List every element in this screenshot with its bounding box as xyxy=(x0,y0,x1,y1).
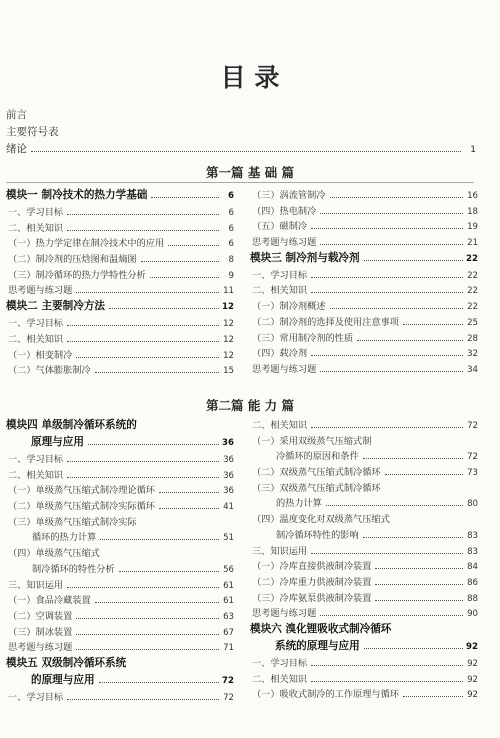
toc-entry-page: 84 xyxy=(467,562,478,573)
dot-leader xyxy=(151,197,219,198)
toc-entry-page: 8 xyxy=(228,255,234,266)
toc-entry[interactable] xyxy=(6,561,234,577)
toc-entry-label: （一）食品冷藏装置 xyxy=(8,595,91,607)
toc-entry[interactable] xyxy=(250,330,478,346)
toc-entry-page: 34 xyxy=(467,364,478,375)
dot-leader xyxy=(67,587,219,588)
dot-leader xyxy=(159,508,219,509)
toc-entry-page: 72 xyxy=(467,421,478,431)
toc-entry-label: （一）冷库直接供液制冷装置 xyxy=(252,561,372,573)
front-item-page: 1 xyxy=(470,145,476,155)
dot-leader xyxy=(375,600,463,601)
toc-entry[interactable] xyxy=(250,605,478,621)
toc-entry-page: 22 xyxy=(467,270,478,281)
toc-entry-label: 模块六 溴化锂吸收式制冷循环 xyxy=(250,622,392,635)
toc-entry-page: 72 xyxy=(223,692,234,703)
toc-module-entry[interactable] xyxy=(6,672,234,689)
toc-entry-page: 22 xyxy=(467,286,478,297)
toc-entry-label: 冷循环的原因和条件 xyxy=(276,451,359,463)
toc-entry[interactable] xyxy=(250,448,478,464)
toc-entry-page: 92 xyxy=(467,690,478,701)
toc-entry[interactable] xyxy=(250,282,478,298)
dot-leader xyxy=(76,292,219,293)
toc-entry-label: （三）冷库氨泵供液制冷装置 xyxy=(252,592,372,604)
toc-entry-page: 36 xyxy=(223,470,234,481)
toc-entry-page: 6 xyxy=(228,208,234,218)
toc-entry[interactable] xyxy=(250,671,478,687)
dot-leader xyxy=(385,474,463,475)
toc-module-entry[interactable] xyxy=(250,621,478,638)
toc-entry-label: 的热力计算 xyxy=(276,498,322,510)
dot-leader xyxy=(363,537,463,538)
toc-entry-page: 36 xyxy=(223,486,234,497)
toc-entry[interactable] xyxy=(6,251,234,267)
toc-entry-label: 一、学习目标 xyxy=(8,691,64,703)
dot-leader xyxy=(311,228,463,229)
front-matter xyxy=(6,107,476,159)
toc-entry[interactable] xyxy=(6,592,234,608)
dot-leader xyxy=(311,277,463,278)
toc-entry-page: 36 xyxy=(223,455,234,465)
toc-entry-page: 83 xyxy=(467,530,478,541)
toc-entry-page: 19 xyxy=(467,222,478,233)
dot-leader xyxy=(67,230,219,231)
toc-entry-page: 73 xyxy=(467,468,478,479)
dot-leader xyxy=(311,665,463,666)
toc-entry[interactable] xyxy=(250,495,478,511)
toc-entry[interactable] xyxy=(6,498,234,514)
toc-entry-label: 模块一 制冷技术的热力学基础 xyxy=(6,189,148,201)
toc-entry-label: （三）制冰装置 xyxy=(8,626,73,638)
toc-entry-label: （一）热力学定律在制冷技术中的应用 xyxy=(8,238,165,250)
toc-module-entry[interactable] xyxy=(250,638,478,655)
toc-entry-label: （三）涡流管制冷 xyxy=(252,190,326,201)
dot-leader xyxy=(150,277,219,278)
toc-entry-page: 11 xyxy=(223,286,234,297)
toc-entry-page: 92 xyxy=(466,641,478,652)
part-heading-1: 第一篇 基 础 篇 xyxy=(205,165,295,180)
part-divider xyxy=(6,182,474,183)
toc-entry[interactable] xyxy=(250,543,478,559)
dot-leader xyxy=(88,444,219,445)
toc-entry-page: 12 xyxy=(223,350,234,361)
toc-entry[interactable] xyxy=(250,345,478,361)
toc-entry-label: 二、相关知识 xyxy=(252,285,308,297)
toc-entry[interactable] xyxy=(250,686,478,702)
toc-entry-page: 71 xyxy=(223,643,234,654)
toc-entry[interactable] xyxy=(250,511,478,527)
toc-entry-page: 15 xyxy=(223,366,234,377)
dot-leader xyxy=(141,261,219,262)
dot-leader xyxy=(76,618,219,619)
toc-entry-page: 36 xyxy=(222,438,234,448)
toc-entry[interactable] xyxy=(250,361,478,377)
toc-entry-page: 67 xyxy=(223,627,234,638)
toc-entry[interactable] xyxy=(250,464,478,480)
toc-entry-page: 12 xyxy=(223,319,234,330)
dot-leader xyxy=(320,213,463,214)
toc-entry-page: 21 xyxy=(467,238,478,249)
toc-entry-page: 18 xyxy=(467,206,478,217)
toc-entry-page: 25 xyxy=(467,317,478,328)
dot-leader xyxy=(109,308,219,309)
toc-entry[interactable] xyxy=(250,203,478,219)
toc-entry[interactable] xyxy=(250,218,478,234)
dot-leader xyxy=(364,260,463,261)
dot-leader xyxy=(311,427,463,428)
toc-entry-label: （四）温度变化对双级蒸气压缩式 xyxy=(252,514,390,526)
dot-leader xyxy=(320,615,463,616)
toc-entry[interactable] xyxy=(6,639,234,655)
toc-entry-label: 二、相关知识 xyxy=(8,333,64,345)
toc-entry-label: 一、学习目标 xyxy=(8,207,64,218)
toc-column-part2-right xyxy=(250,417,478,702)
toc-entry[interactable] xyxy=(6,577,234,593)
toc-entry-page: 61 xyxy=(223,580,234,591)
toc-entry-label: 的原理与应用 xyxy=(31,673,95,686)
toc-module-entry[interactable] xyxy=(6,187,234,204)
dot-leader xyxy=(67,325,219,326)
toc-entry-label: 三、知识运用 xyxy=(8,579,64,591)
toc-entry-label: （二）冷库重力供液制冷装置 xyxy=(252,576,372,588)
toc-entry-page: 41 xyxy=(223,502,234,513)
toc-entry-page: 32 xyxy=(467,349,478,360)
toc-entry[interactable] xyxy=(6,624,234,640)
front-item-preface[interactable] xyxy=(6,107,476,124)
toc-entry[interactable] xyxy=(6,514,234,530)
toc-entry-label: 思考题与练习题 xyxy=(8,285,73,297)
toc-entry-page: 6 xyxy=(228,191,234,201)
toc-module-entry[interactable] xyxy=(6,434,234,451)
dot-leader xyxy=(100,539,219,540)
toc-entry[interactable] xyxy=(250,234,478,250)
toc-entry[interactable] xyxy=(6,331,234,347)
toc-entry-page: 22 xyxy=(466,253,478,264)
toc-entry-label: （五）磁制冷 xyxy=(252,221,308,233)
toc-entry[interactable] xyxy=(6,467,234,483)
toc-entry[interactable] xyxy=(250,267,478,283)
toc-entry-page: 16 xyxy=(467,191,478,201)
toc-entry-label: （二）空调装置 xyxy=(8,610,73,622)
toc-entry[interactable] xyxy=(6,451,234,467)
toc-entry[interactable] xyxy=(250,655,478,671)
toc-entry-label: （四）载冷剂 xyxy=(252,348,308,360)
front-item-label: 前言 xyxy=(6,109,27,121)
toc-entry[interactable] xyxy=(250,527,478,543)
toc-entry-page: 72 xyxy=(222,675,234,686)
toc-entry[interactable] xyxy=(6,482,234,498)
toc-entry-page: 83 xyxy=(467,546,478,557)
toc-entry-label: （一）吸收式制冷的工作原理与循环 xyxy=(252,689,399,701)
dot-leader xyxy=(403,696,463,697)
dot-leader xyxy=(357,340,463,341)
toc-entry-label: 模块五 双级制冷循环系统 xyxy=(6,656,127,669)
dot-leader xyxy=(76,357,219,358)
toc-entry-label: 制冷循环的特性分析 xyxy=(32,563,115,575)
dot-leader xyxy=(67,214,219,215)
toc-column-part1-left xyxy=(6,187,234,378)
dot-leader xyxy=(311,553,463,554)
toc-entry[interactable] xyxy=(6,235,234,251)
toc-entry-page: 63 xyxy=(223,611,234,622)
toc-entry-label: （四）单级蒸气压缩式 xyxy=(8,548,100,560)
toc-entry-label: （三）制冷循环的热力学特性分析 xyxy=(8,269,146,281)
toc-entry-label: 循环的热力计算 xyxy=(32,532,97,544)
toc-entry[interactable] xyxy=(6,315,234,331)
toc-entry-label: （一）相变制冷 xyxy=(8,349,73,361)
dot-leader xyxy=(311,292,463,293)
toc-entry[interactable] xyxy=(250,433,478,449)
toc-entry-label: 模块二 主要制冷方法 xyxy=(6,300,106,313)
toc-entry[interactable] xyxy=(250,314,478,330)
toc-entry-label: 一、学习目标 xyxy=(8,454,64,465)
dot-leader xyxy=(168,245,219,246)
toc-module-entry[interactable] xyxy=(250,250,478,267)
dot-leader xyxy=(95,372,219,373)
toc-entry-page: 72 xyxy=(467,452,478,463)
toc-entry-label: （二）单级蒸气压缩式制冷实际循环 xyxy=(8,501,155,513)
toc-entry[interactable] xyxy=(250,574,478,590)
toc-entry-label: （四）热电制冷 xyxy=(252,205,317,217)
toc-entry-label: 三、知识运用 xyxy=(252,545,308,557)
dot-leader xyxy=(330,308,464,309)
toc-entry[interactable] xyxy=(6,362,234,378)
dot-leader xyxy=(119,571,219,572)
toc-entry[interactable] xyxy=(6,282,234,298)
toc-entry-label: 思考题与练习题 xyxy=(8,642,73,654)
toc-module-entry[interactable] xyxy=(6,417,234,434)
toc-entry-page: 6 xyxy=(228,239,234,250)
toc-entry[interactable] xyxy=(250,558,478,574)
toc-entry[interactable] xyxy=(250,298,478,314)
toc-entry-page: 12 xyxy=(222,302,234,313)
dot-leader xyxy=(76,634,219,635)
toc-module-entry[interactable] xyxy=(6,655,234,672)
dot-leader xyxy=(320,371,463,372)
toc-entry-label: （二）制冷剂的选择及使用注意事项 xyxy=(252,316,399,328)
toc-entry-page: 80 xyxy=(467,499,478,510)
dot-leader xyxy=(311,355,463,356)
toc-entry-page: 9 xyxy=(228,270,234,281)
toc-entry[interactable] xyxy=(6,608,234,624)
toc-column-part1-right xyxy=(250,187,478,377)
toc-entry-label: 模块三 制冷剂与载冷剂 xyxy=(250,251,360,264)
toc-entry-page: 51 xyxy=(223,533,234,544)
toc-entry-label: 制冷循环特性的影响 xyxy=(276,529,359,541)
toc-entry[interactable] xyxy=(250,480,478,496)
toc-entry-label: 一、学习目标 xyxy=(8,318,64,330)
toc-entry-page: 12 xyxy=(223,334,234,345)
toc-entry[interactable] xyxy=(6,529,234,545)
toc-entry-label: （三）双级蒸气压缩式制冷循环 xyxy=(252,482,381,494)
front-item-label: 绪论 xyxy=(6,143,27,155)
dot-leader xyxy=(76,649,219,650)
dot-leader xyxy=(320,244,463,245)
toc-entry-label: 二、相关知识 xyxy=(8,469,64,481)
toc-entry-label: 二、相关知识 xyxy=(252,420,308,431)
toc-entry-label: （一）采用双级蒸气压缩式制 xyxy=(252,435,372,447)
toc-entry-page: 86 xyxy=(467,577,478,588)
toc-entry-page: 6 xyxy=(228,223,234,234)
toc-entry-label: （二）双级蒸气压缩式制冷循环 xyxy=(252,467,381,479)
toc-entry-page: 28 xyxy=(467,333,478,344)
toc-entry-label: 原理与应用 xyxy=(31,436,84,448)
toc-entry-page: 61 xyxy=(223,596,234,607)
front-item-symbols[interactable] xyxy=(6,124,476,141)
toc-entry[interactable] xyxy=(6,545,234,561)
toc-entry[interactable] xyxy=(6,267,234,283)
dot-leader xyxy=(31,151,461,152)
dot-leader xyxy=(99,682,219,683)
toc-entry-label: （二）制冷剂的压焓图和温熵图 xyxy=(8,254,137,266)
dot-leader xyxy=(375,584,463,585)
toc-entry-label: 一、学习目标 xyxy=(252,657,308,669)
toc-entry-label: 二、相关知识 xyxy=(252,673,308,685)
toc-entry[interactable] xyxy=(250,187,478,203)
toc-entry-label: 思考题与练习题 xyxy=(252,363,317,375)
toc-entry-label: 一、学习目标 xyxy=(252,269,308,281)
toc-entry-label: 二、相关知识 xyxy=(8,222,64,234)
page-title: 目 录 xyxy=(220,63,280,92)
toc-entry-label: （二）气体膨胀制冷 xyxy=(8,365,91,377)
toc-entry-label: （一）单级蒸气压缩式制冷理论循环 xyxy=(8,485,155,497)
toc-entry-label: （三）单级蒸气压缩式制冷实际 xyxy=(8,516,137,528)
dot-leader xyxy=(326,505,463,506)
dot-leader xyxy=(330,197,464,198)
part-heading-2: 第二篇 能 力 篇 xyxy=(205,398,295,413)
toc-entry[interactable] xyxy=(6,689,234,705)
toc-entry[interactable] xyxy=(6,204,234,220)
toc-entry[interactable] xyxy=(6,347,234,363)
toc-entry-page: 90 xyxy=(467,609,478,620)
toc-entry-label: 模块四 单级制冷循环系统的 xyxy=(6,419,137,431)
dot-leader xyxy=(159,492,219,493)
toc-entry-page: 22 xyxy=(467,302,478,313)
toc-entry-page: 56 xyxy=(223,564,234,575)
dot-leader xyxy=(67,477,219,478)
dot-leader xyxy=(363,458,463,459)
toc-entry-label: （一）制冷剂概述 xyxy=(252,301,326,313)
dot-leader xyxy=(311,681,463,682)
toc-entry[interactable] xyxy=(250,417,478,433)
toc-entry-label: 思考题与练习题 xyxy=(252,237,317,249)
dot-leader xyxy=(67,699,219,700)
toc-entry-page: 88 xyxy=(467,593,478,604)
toc-entry-page: 92 xyxy=(467,674,478,685)
dot-leader xyxy=(403,324,463,325)
toc-entry-label: 思考题与练习题 xyxy=(252,608,317,620)
dot-leader xyxy=(364,648,463,649)
toc-entry-page: 92 xyxy=(467,658,478,669)
dot-leader xyxy=(67,461,219,462)
dot-leader xyxy=(67,341,219,342)
dot-leader xyxy=(95,602,219,603)
front-item-introduction[interactable] xyxy=(6,141,476,159)
toc-entry[interactable] xyxy=(6,220,234,236)
toc-entry-label: （三）常用制冷剂的性质 xyxy=(252,332,354,344)
dot-leader xyxy=(375,568,463,569)
toc-entry[interactable] xyxy=(250,590,478,606)
toc-column-part2-left xyxy=(6,417,234,705)
toc-entry-label: 系统的原理与应用 xyxy=(275,639,360,652)
toc-module-entry[interactable] xyxy=(6,298,234,315)
front-item-label: 主要符号表 xyxy=(6,126,59,138)
